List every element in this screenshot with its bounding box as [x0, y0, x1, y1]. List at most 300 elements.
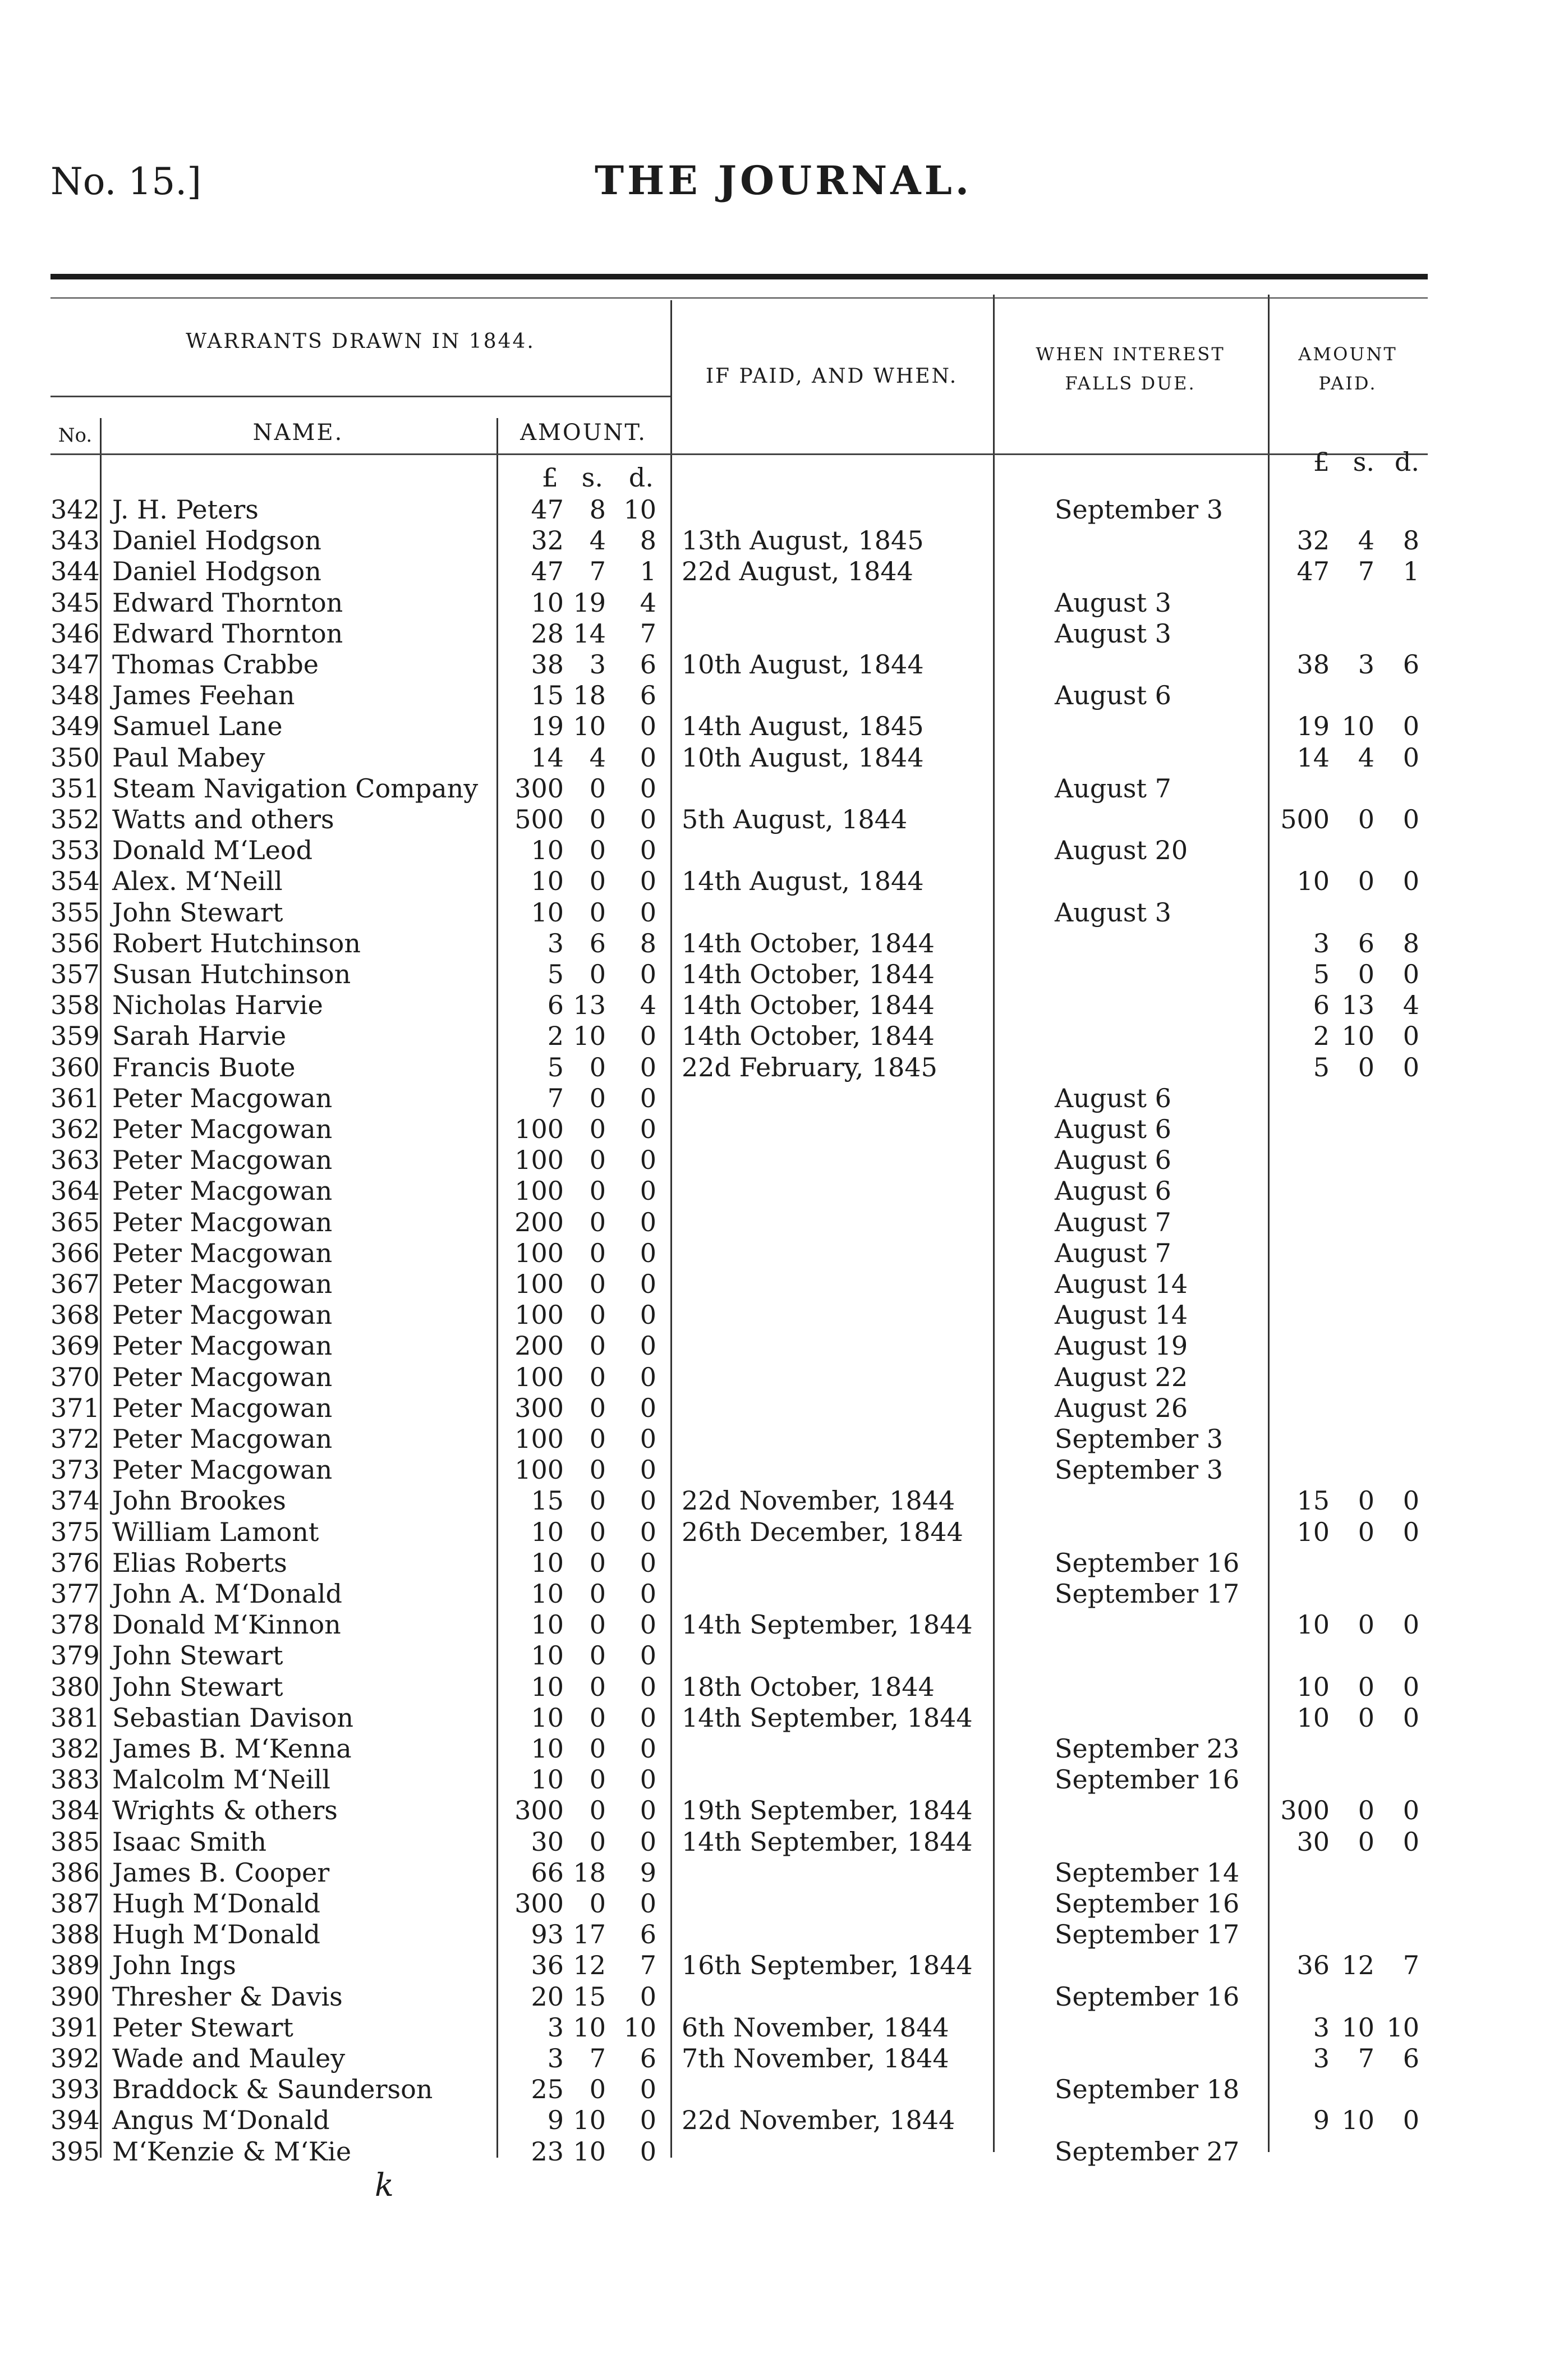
row-name: John Stewart: [112, 897, 283, 928]
row-name: Peter Macgowan: [112, 1300, 333, 1331]
row-amount-shillings: 4: [589, 742, 606, 773]
row-paid-pence: 8: [1403, 928, 1419, 958]
row-amount-shillings: 10: [573, 2136, 606, 2167]
row-paid-shillings: 10: [1341, 2105, 1374, 2136]
row-amount-pounds: 19: [531, 711, 564, 742]
row-paid-pence: 0: [1403, 1485, 1419, 1516]
row-interest-due: August 3: [1055, 587, 1171, 618]
row-name: Malcolm M‘Neill: [112, 1764, 330, 1795]
row-interest-due: August 6: [1055, 1145, 1171, 1176]
row-interest-due: September 3: [1055, 1455, 1224, 1485]
row-paid-date: 14th September, 1844: [682, 1609, 973, 1640]
row-amount-pence: 0: [640, 1300, 656, 1331]
row-interest-due: August 26: [1055, 1392, 1188, 1423]
interest-due-heading-2: FALLS DUE.: [1065, 373, 1196, 394]
row-paid-pounds: 10: [1296, 1671, 1330, 1702]
amount-paid-heading-1: AMOUNT: [1298, 343, 1397, 365]
row-paid-date: 6th November, 1844: [682, 2012, 949, 2043]
row-amount-pounds: 300: [514, 1795, 564, 1826]
row-amount-pounds: 7: [547, 1082, 564, 1113]
row-paid-date: 22d February, 1845: [682, 1052, 937, 1082]
row-number: 389: [50, 1950, 100, 1981]
row-amount-pounds: 25: [531, 2074, 564, 2105]
row-name: Sebastian Davison: [112, 1702, 354, 1733]
row-paid-pounds: 10: [1296, 1609, 1330, 1640]
row-paid-date: 7th November, 1844: [682, 2043, 949, 2073]
row-amount-shillings: 0: [589, 1609, 606, 1640]
if-paid-heading: IF PAID, AND WHEN.: [705, 365, 958, 388]
row-amount-shillings: 10: [573, 1021, 606, 1052]
row-number: 387: [50, 1888, 100, 1919]
row-amount-pence: 0: [640, 2136, 656, 2167]
row-interest-due: August 7: [1055, 1237, 1171, 1268]
row-paid-shillings: 12: [1341, 1950, 1374, 1981]
row-name: John Ings: [112, 1950, 236, 1981]
row-name: Robert Hutchinson: [112, 928, 361, 958]
row-amount-pence: 0: [640, 1609, 656, 1640]
row-name: Paul Mabey: [112, 742, 265, 773]
row-interest-due: August 6: [1055, 680, 1171, 711]
row-number: 354: [50, 866, 100, 897]
row-name: Wrights & others: [112, 1795, 338, 1826]
row-number: 359: [50, 1021, 100, 1052]
row-name: Elias Roberts: [112, 1547, 287, 1578]
row-name: Samuel Lane: [112, 711, 283, 742]
row-paid-pence: 0: [1403, 1021, 1419, 1052]
row-number: 381: [50, 1702, 100, 1733]
row-number: 356: [50, 928, 100, 958]
row-amount-pence: 0: [640, 1733, 656, 1764]
row-number: 395: [50, 2136, 100, 2167]
row-name: Peter Macgowan: [112, 1392, 333, 1423]
row-amount-pounds: 10: [531, 1547, 564, 1578]
row-amount-shillings: 0: [589, 1082, 606, 1113]
row-name: Steam Navigation Company: [112, 773, 479, 804]
row-name: James B. Cooper: [112, 1857, 330, 1888]
row-amount-shillings: 0: [589, 866, 606, 897]
header-rule-bottom: [50, 453, 1428, 455]
row-paid-pounds: 6: [1313, 990, 1330, 1021]
row-paid-shillings: 0: [1358, 1671, 1374, 1702]
row-paid-pence: 0: [1403, 1609, 1419, 1640]
row-number: 368: [50, 1300, 100, 1331]
row-paid-pounds: 3: [1313, 928, 1330, 958]
row-paid-pounds: 3: [1313, 2043, 1330, 2073]
row-name: Braddock & Saunderson: [112, 2074, 433, 2105]
row-paid-date: 14th September, 1844: [682, 1826, 973, 1857]
row-number: 362: [50, 1114, 100, 1144]
row-amount-shillings: 10: [573, 711, 606, 742]
row-amount-pence: 4: [640, 990, 656, 1021]
row-amount-pence: 0: [640, 1424, 656, 1454]
row-amount-shillings: 14: [573, 618, 606, 649]
row-paid-pence: 0: [1403, 2105, 1419, 2136]
row-interest-due: August 20: [1055, 835, 1188, 866]
row-amount-shillings: 18: [573, 680, 606, 711]
row-paid-pence: 6: [1403, 2043, 1419, 2073]
row-amount-shillings: 0: [589, 1269, 606, 1299]
row-number: 372: [50, 1424, 100, 1454]
row-amount-pounds: 10: [531, 1579, 564, 1609]
row-paid-date: 14th August, 1844: [682, 866, 924, 897]
row-amount-pounds: 10: [531, 1702, 564, 1733]
row-name: Nicholas Harvie: [112, 990, 323, 1021]
col-rule-due: [1268, 295, 1270, 2152]
row-amount-pounds: 10: [531, 1671, 564, 1702]
row-number: 366: [50, 1237, 100, 1268]
row-paid-pounds: 5: [1313, 1052, 1330, 1082]
row-number: 343: [50, 525, 100, 556]
row-paid-date: 13th August, 1845: [682, 525, 924, 556]
row-number: 345: [50, 587, 100, 618]
row-paid-pounds: 9: [1313, 2105, 1330, 2136]
row-name: Francis Buote: [112, 1052, 296, 1082]
row-interest-due: September 3: [1055, 494, 1224, 525]
row-number: 352: [50, 804, 100, 834]
row-name: Watts and others: [112, 804, 334, 834]
row-amount-pence: 0: [640, 959, 656, 989]
row-paid-shillings: 0: [1358, 1795, 1374, 1826]
row-amount-pence: 8: [640, 525, 656, 556]
row-amount-pounds: 10: [531, 835, 564, 866]
row-number: 363: [50, 1145, 100, 1176]
row-paid-date: 19th September, 1844: [682, 1795, 973, 1826]
row-paid-pence: 0: [1403, 1795, 1419, 1826]
header-rule-mid: [50, 396, 670, 397]
row-paid-pence: 0: [1403, 1516, 1419, 1547]
row-amount-pence: 6: [640, 649, 656, 680]
row-number: 364: [50, 1176, 100, 1206]
row-amount-pence: 0: [640, 1237, 656, 1268]
row-paid-pence: 0: [1403, 711, 1419, 742]
row-amount-shillings: 10: [573, 2105, 606, 2136]
row-amount-shillings: 0: [589, 1733, 606, 1764]
row-number: 383: [50, 1764, 100, 1795]
row-amount-pence: 0: [640, 1516, 656, 1547]
row-name: Angus M‘Donald: [112, 2105, 330, 2136]
row-name: Wade and Mauley: [112, 2043, 346, 2073]
row-amount-pence: 0: [640, 1392, 656, 1423]
row-paid-pence: 0: [1403, 1826, 1419, 1857]
row-amount-pounds: 3: [547, 928, 564, 958]
row-paid-date: 22d November, 1844: [682, 1485, 955, 1516]
row-paid-shillings: 0: [1358, 1052, 1374, 1082]
row-number: 386: [50, 1857, 100, 1888]
row-interest-due: August 19: [1055, 1331, 1188, 1361]
col-rule-amount: [670, 300, 672, 2158]
row-paid-shillings: 10: [1341, 1021, 1374, 1052]
row-paid-pounds: 14: [1296, 742, 1330, 773]
row-paid-date: 14th August, 1845: [682, 711, 924, 742]
row-amount-shillings: 0: [589, 1114, 606, 1144]
row-amount-pounds: 100: [514, 1361, 564, 1392]
row-amount-pounds: 10: [531, 1764, 564, 1795]
col-rule-no: [100, 418, 102, 2158]
row-amount-shillings: 0: [589, 1392, 606, 1423]
row-amount-shillings: 0: [589, 1516, 606, 1547]
row-paid-shillings: 0: [1358, 1609, 1374, 1640]
row-amount-pence: 0: [640, 1455, 656, 1485]
row-amount-pounds: 100: [514, 1455, 564, 1485]
row-amount-pence: 0: [640, 1640, 656, 1671]
row-amount-pounds: 14: [531, 742, 564, 773]
row-amount-shillings: 12: [573, 1950, 606, 1981]
row-amount-pounds: 200: [514, 1206, 564, 1237]
row-paid-shillings: 0: [1358, 1516, 1374, 1547]
row-paid-shillings: 3: [1358, 649, 1374, 680]
row-amount-shillings: 0: [589, 1702, 606, 1733]
row-name: Peter Macgowan: [112, 1361, 333, 1392]
row-amount-shillings: 0: [589, 1424, 606, 1454]
row-amount-pounds: 10: [531, 1640, 564, 1671]
row-amount-pence: 6: [640, 2043, 656, 2073]
row-paid-shillings: 4: [1358, 525, 1374, 556]
interest-due-heading-1: WHEN INTEREST: [1036, 343, 1225, 365]
row-amount-shillings: 0: [589, 1888, 606, 1919]
row-amount-pence: 8: [640, 928, 656, 958]
row-number: 384: [50, 1795, 100, 1826]
row-paid-pounds: 5: [1313, 959, 1330, 989]
row-number: 385: [50, 1826, 100, 1857]
row-amount-pence: 0: [640, 1361, 656, 1392]
row-amount-shillings: 0: [589, 1640, 606, 1671]
row-interest-due: August 22: [1055, 1361, 1188, 1392]
row-name: Edward Thornton: [112, 618, 343, 649]
row-paid-shillings: 10: [1341, 2012, 1374, 2043]
row-amount-pence: 0: [640, 711, 656, 742]
row-paid-date: 10th August, 1844: [682, 742, 924, 773]
row-amount-shillings: 0: [589, 804, 606, 834]
row-amount-shillings: 0: [589, 1237, 606, 1268]
row-amount-pence: 0: [640, 742, 656, 773]
row-amount-pence: 0: [640, 897, 656, 928]
row-paid-date: 14th September, 1844: [682, 1702, 973, 1733]
row-name: Thomas Crabbe: [112, 649, 319, 680]
row-paid-shillings: 0: [1358, 1485, 1374, 1516]
paid-pence-heading: d.: [1394, 447, 1419, 477]
row-paid-pence: 0: [1403, 959, 1419, 989]
row-number: 379: [50, 1640, 100, 1671]
row-paid-date: 10th August, 1844: [682, 649, 924, 680]
row-amount-pence: 0: [640, 1331, 656, 1361]
paid-pounds-heading: £: [1313, 447, 1330, 477]
row-number: 371: [50, 1392, 100, 1423]
amount-heading: AMOUNT.: [520, 420, 647, 446]
row-name: James B. M‘Kenna: [112, 1733, 352, 1764]
row-amount-shillings: 4: [589, 525, 606, 556]
row-amount-pence: 0: [640, 2074, 656, 2105]
row-number: 346: [50, 618, 100, 649]
row-name: John Stewart: [112, 1640, 283, 1671]
row-interest-due: August 3: [1055, 897, 1171, 928]
row-paid-pounds: 10: [1296, 1702, 1330, 1733]
row-amount-pounds: 38: [531, 649, 564, 680]
row-interest-due: September 14: [1055, 1857, 1240, 1888]
row-amount-pounds: 47: [531, 556, 564, 587]
row-paid-date: 26th December, 1844: [682, 1516, 963, 1547]
row-paid-date: 14th October, 1844: [682, 959, 935, 989]
row-interest-due: August 14: [1055, 1269, 1188, 1299]
page-title: THE JOURNAL.: [595, 157, 973, 204]
row-amount-pence: 0: [640, 1764, 656, 1795]
row-amount-pence: 0: [640, 835, 656, 866]
row-number: 390: [50, 1981, 100, 2012]
row-interest-due: September 23: [1055, 1733, 1240, 1764]
row-paid-pence: 0: [1403, 742, 1419, 773]
row-name: Peter Macgowan: [112, 1237, 333, 1268]
row-amount-shillings: 0: [589, 1052, 606, 1082]
row-paid-shillings: 13: [1341, 990, 1374, 1021]
row-amount-shillings: 0: [589, 1671, 606, 1702]
row-paid-pence: 0: [1403, 1052, 1419, 1082]
row-amount-pounds: 10: [531, 1516, 564, 1547]
row-amount-pounds: 30: [531, 1826, 564, 1857]
row-number: 374: [50, 1485, 100, 1516]
row-name: Alex. M‘Neill: [112, 866, 283, 897]
amount-paid-heading-2: PAID.: [1318, 373, 1377, 394]
row-amount-shillings: 0: [589, 1764, 606, 1795]
row-amount-shillings: 0: [589, 1300, 606, 1331]
row-paid-shillings: 7: [1358, 2043, 1374, 2073]
row-amount-pence: 0: [640, 1485, 656, 1516]
row-paid-pounds: 47: [1296, 556, 1330, 587]
row-paid-shillings: 0: [1358, 866, 1374, 897]
row-paid-pounds: 15: [1296, 1485, 1330, 1516]
row-amount-pounds: 300: [514, 773, 564, 804]
row-number: 391: [50, 2012, 100, 2043]
row-amount-shillings: 0: [589, 1361, 606, 1392]
row-amount-pence: 0: [640, 1145, 656, 1176]
row-name: Donald M‘Leod: [112, 835, 313, 866]
row-amount-pence: 0: [640, 1021, 656, 1052]
row-amount-pounds: 47: [531, 494, 564, 525]
row-number: 375: [50, 1516, 100, 1547]
col-rule-paid: [993, 295, 995, 2152]
row-amount-pence: 7: [640, 1950, 656, 1981]
row-interest-due: September 16: [1055, 1888, 1240, 1919]
row-amount-shillings: 0: [589, 959, 606, 989]
row-paid-pounds: 19: [1296, 711, 1330, 742]
row-amount-shillings: 18: [573, 1857, 606, 1888]
row-amount-shillings: 17: [573, 1919, 606, 1950]
row-amount-pence: 0: [640, 1702, 656, 1733]
row-amount-shillings: 0: [589, 1331, 606, 1361]
row-number: 377: [50, 1579, 100, 1609]
row-interest-due: September 17: [1055, 1919, 1240, 1950]
row-interest-due: September 16: [1055, 1764, 1240, 1795]
row-name: Donald M‘Kinnon: [112, 1609, 341, 1640]
row-interest-due: September 17: [1055, 1579, 1240, 1609]
top-rule: [50, 274, 1428, 279]
row-paid-shillings: 0: [1358, 1826, 1374, 1857]
row-name: Peter Macgowan: [112, 1269, 333, 1299]
row-name: Peter Macgowan: [112, 1114, 333, 1144]
row-amount-pence: 0: [640, 804, 656, 834]
row-paid-date: 14th October, 1844: [682, 928, 935, 958]
row-amount-shillings: 0: [589, 1826, 606, 1857]
row-amount-pence: 0: [640, 1671, 656, 1702]
row-amount-pence: 1: [640, 556, 656, 587]
row-amount-shillings: 0: [589, 773, 606, 804]
row-paid-shillings: 7: [1358, 556, 1374, 587]
row-name: Peter Macgowan: [112, 1206, 333, 1237]
row-name: Isaac Smith: [112, 1826, 266, 1857]
name-heading: NAME.: [252, 420, 344, 446]
row-amount-shillings: 3: [589, 649, 606, 680]
row-paid-shillings: 10: [1341, 711, 1374, 742]
row-amount-pounds: 23: [531, 2136, 564, 2167]
row-amount-pounds: 36: [531, 1950, 564, 1981]
row-name: Peter Macgowan: [112, 1145, 333, 1176]
row-amount-shillings: 0: [589, 835, 606, 866]
row-amount-pence: 0: [640, 773, 656, 804]
row-amount-pence: 0: [640, 1114, 656, 1144]
row-name: John Stewart: [112, 1671, 283, 1702]
row-paid-date: 22d August, 1844: [682, 556, 913, 587]
row-amount-pence: 0: [640, 866, 656, 897]
row-amount-pence: 6: [640, 1919, 656, 1950]
row-name: John Brookes: [112, 1485, 286, 1516]
row-amount-pounds: 5: [547, 959, 564, 989]
row-amount-shillings: 0: [589, 1547, 606, 1578]
row-paid-pence: 7: [1403, 1950, 1419, 1981]
row-paid-pounds: 32: [1296, 525, 1330, 556]
row-amount-pounds: 15: [531, 680, 564, 711]
row-amount-shillings: 0: [589, 1206, 606, 1237]
row-number: 394: [50, 2105, 100, 2136]
row-amount-pounds: 2: [547, 1021, 564, 1052]
row-paid-pounds: 300: [1280, 1795, 1330, 1826]
row-name: William Lamont: [112, 1516, 319, 1547]
row-paid-pence: 0: [1403, 1702, 1419, 1733]
row-amount-pounds: 100: [514, 1237, 564, 1268]
row-amount-shillings: 15: [573, 1981, 606, 2012]
header-rule-top: [50, 297, 1428, 299]
row-amount-shillings: 6: [589, 928, 606, 958]
row-paid-pounds: 500: [1280, 804, 1330, 834]
row-amount-pence: 0: [640, 2105, 656, 2136]
row-name: Susan Hutchinson: [112, 959, 351, 989]
row-amount-pence: 10: [623, 494, 656, 525]
row-number: 350: [50, 742, 100, 773]
row-number: 344: [50, 556, 100, 587]
row-amount-pounds: 66: [531, 1857, 564, 1888]
row-paid-shillings: 4: [1358, 742, 1374, 773]
row-name: Peter Macgowan: [112, 1082, 333, 1113]
row-number: 348: [50, 680, 100, 711]
no-heading: No.: [58, 424, 93, 447]
row-name: Hugh M‘Donald: [112, 1888, 320, 1919]
row-amount-pounds: 20: [531, 1981, 564, 2012]
row-name: Peter Macgowan: [112, 1455, 333, 1485]
row-amount-shillings: 0: [589, 897, 606, 928]
row-paid-shillings: 0: [1358, 804, 1374, 834]
row-amount-pence: 0: [640, 1206, 656, 1237]
row-amount-shillings: 0: [589, 1176, 606, 1206]
row-number: 373: [50, 1455, 100, 1485]
row-amount-pence: 0: [640, 1269, 656, 1299]
row-amount-shillings: 7: [589, 556, 606, 587]
row-number: 353: [50, 835, 100, 866]
row-paid-date: 5th August, 1844: [682, 804, 908, 834]
row-interest-due: September 27: [1055, 2136, 1240, 2167]
row-amount-pounds: 10: [531, 866, 564, 897]
row-amount-pounds: 28: [531, 618, 564, 649]
paid-shillings-heading: s.: [1353, 447, 1374, 477]
row-amount-pence: 9: [640, 1857, 656, 1888]
row-number: 370: [50, 1361, 100, 1392]
row-number: 369: [50, 1331, 100, 1361]
